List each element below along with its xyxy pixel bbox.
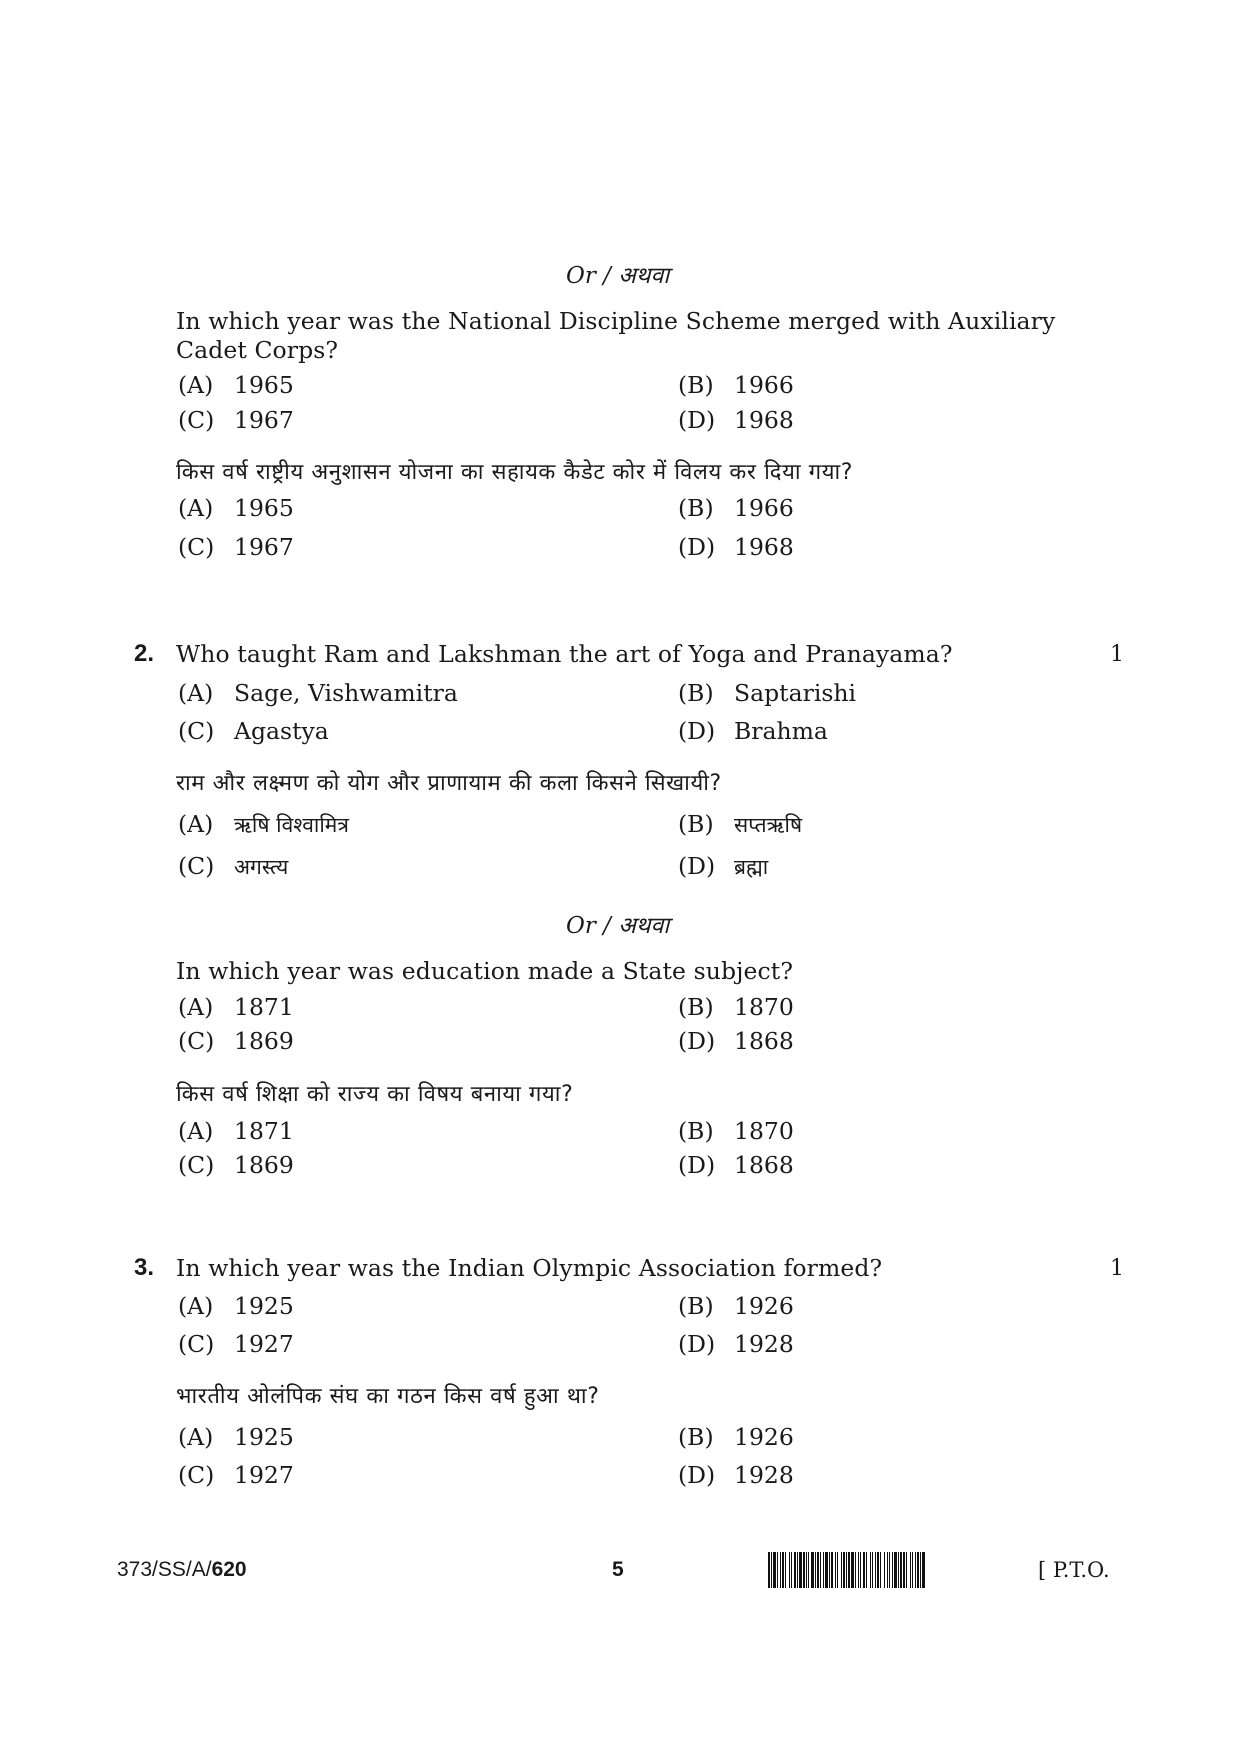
page-number: 5 [612, 1558, 624, 1581]
option-label: (D) [678, 406, 716, 434]
option-value: ऋषि विश्वामित्र [234, 813, 349, 837]
question-3-hi: भारतीय ओलंपिक संघ का गठन किस वर्ष हुआ था? [176, 1384, 600, 1409]
option-label: (A) [178, 371, 214, 399]
option-value: 1927 [234, 1330, 294, 1358]
option-label: (D) [678, 1027, 716, 1055]
option-b [678, 1292, 794, 1320]
option-a [178, 1117, 294, 1145]
option-value: 1926 [734, 1423, 794, 1451]
question-2-hi: राम और लक्ष्मण को योग और प्राणायाम की कला किसने सिखायी? [176, 771, 722, 796]
question-marks: 1 [1110, 642, 1124, 667]
option-a [178, 1292, 294, 1320]
option-a [178, 494, 294, 522]
option-value: 1868 [734, 1151, 794, 1179]
option-b [678, 993, 794, 1021]
option-label: (D) [678, 1330, 716, 1358]
option-c [178, 1151, 294, 1179]
option-value: 1869 [234, 1151, 294, 1179]
option-value: 1967 [234, 533, 294, 561]
question-number: 3. [134, 1254, 155, 1281]
option-a [178, 993, 294, 1021]
option-c [178, 533, 294, 561]
option-c [178, 1461, 294, 1489]
option-value: 1868 [734, 1027, 794, 1055]
option-label: (C) [178, 1027, 215, 1055]
option-value: 1871 [234, 993, 294, 1021]
option-label: (A) [178, 679, 214, 707]
option-d [678, 1461, 794, 1489]
option-b [678, 371, 794, 399]
paper-code-number: 620 [211, 1558, 247, 1581]
option-c [178, 1330, 294, 1358]
option-label: (B) [678, 494, 714, 522]
option-value: ब्रह्मा [734, 855, 769, 879]
question-2-alt-hi: किस वर्ष शिक्षा को राज्य का विषय बनाया गया? [176, 1082, 574, 1107]
option-d [678, 533, 794, 561]
option-label: (D) [678, 1151, 716, 1179]
option-value: 1925 [234, 1423, 294, 1451]
barcode-icon [768, 1552, 1026, 1588]
question-number: 2. [134, 640, 155, 667]
question-1-alt-hi: किस वर्ष राष्ट्रीय अनुशासन योजना का सहायक कैडेट कोर में विलय कर दिया गया? [176, 460, 854, 485]
option-value: 1968 [734, 406, 794, 434]
option-d [678, 1330, 794, 1358]
option-a [178, 679, 458, 707]
option-label: (A) [178, 1423, 214, 1451]
option-label: (B) [678, 371, 714, 399]
option-label: (B) [678, 810, 714, 838]
paper-code [117, 1558, 247, 1582]
option-value: Saptarishi [734, 679, 857, 707]
question-1-alt-en-line1: In which year was the National Discipline Scheme merged with Auxiliary [176, 307, 1056, 335]
option-value: सप्तऋषि [734, 813, 803, 837]
option-value: 1968 [734, 533, 794, 561]
option-label: (C) [178, 1151, 215, 1179]
pto-label: [ P.T.O. [1038, 1558, 1110, 1582]
option-label: (A) [178, 993, 214, 1021]
option-value: 1967 [234, 406, 294, 434]
question-2-en: Who taught Ram and Lakshman the art of Yoga and Pranayama? [176, 640, 953, 668]
option-c [178, 852, 288, 881]
option-value: 1928 [734, 1330, 794, 1358]
option-value: 1965 [234, 371, 294, 399]
option-a [178, 810, 349, 839]
question-3-en: In which year was the Indian Olympic Association formed? [176, 1254, 883, 1282]
option-a [178, 371, 294, 399]
option-value: 1928 [734, 1461, 794, 1489]
option-label: (C) [178, 717, 215, 745]
option-value: 1870 [734, 1117, 794, 1145]
option-label: (A) [178, 494, 214, 522]
option-value: Agastya [234, 717, 329, 745]
option-value: 1870 [734, 993, 794, 1021]
option-b [678, 810, 802, 839]
option-label: (B) [678, 1292, 714, 1320]
option-value: अगस्त्य [234, 855, 289, 879]
option-c [178, 1027, 294, 1055]
option-value: 1926 [734, 1292, 794, 1320]
option-label: (B) [678, 1117, 714, 1145]
option-label: (D) [678, 717, 716, 745]
option-d [678, 1151, 794, 1179]
option-value: 1965 [234, 494, 294, 522]
option-d [678, 852, 768, 881]
option-d [678, 717, 828, 745]
option-label: (D) [678, 1461, 716, 1489]
or-separator-1: Or / अथवा [566, 263, 670, 289]
option-label: (C) [178, 533, 215, 561]
option-value: 1966 [734, 371, 794, 399]
option-label: (C) [178, 852, 215, 880]
option-label: (D) [678, 533, 716, 561]
option-label: (C) [178, 406, 215, 434]
option-label: (B) [678, 1423, 714, 1451]
option-value: Sage, Vishwamitra [234, 679, 458, 707]
option-b [678, 679, 856, 707]
option-label: (B) [678, 993, 714, 1021]
option-value: Brahma [734, 717, 828, 745]
paper-code-prefix: 373/SS/A/ [117, 1558, 212, 1581]
question-1-alt-en-line2: Cadet Corps? [176, 336, 339, 364]
option-value: 1871 [234, 1117, 294, 1145]
option-value: 1966 [734, 494, 794, 522]
option-label: (C) [178, 1330, 215, 1358]
option-a [178, 1423, 294, 1451]
option-value: 1925 [234, 1292, 294, 1320]
option-label: (A) [178, 1117, 214, 1145]
option-label: (A) [178, 1292, 214, 1320]
option-b [678, 1423, 794, 1451]
option-c [178, 406, 294, 434]
option-c [178, 717, 329, 745]
option-label: (B) [678, 679, 714, 707]
question-2-alt-en: In which year was education made a State subject? [176, 957, 794, 985]
option-b [678, 1117, 794, 1145]
option-value: 1927 [234, 1461, 294, 1489]
option-label: (D) [678, 852, 716, 880]
option-b [678, 494, 794, 522]
option-label: (A) [178, 810, 214, 838]
option-d [678, 406, 794, 434]
option-label: (C) [178, 1461, 215, 1489]
option-d [678, 1027, 794, 1055]
question-marks: 1 [1110, 1256, 1124, 1281]
or-separator-2: Or / अथवा [566, 913, 670, 939]
option-value: 1869 [234, 1027, 294, 1055]
